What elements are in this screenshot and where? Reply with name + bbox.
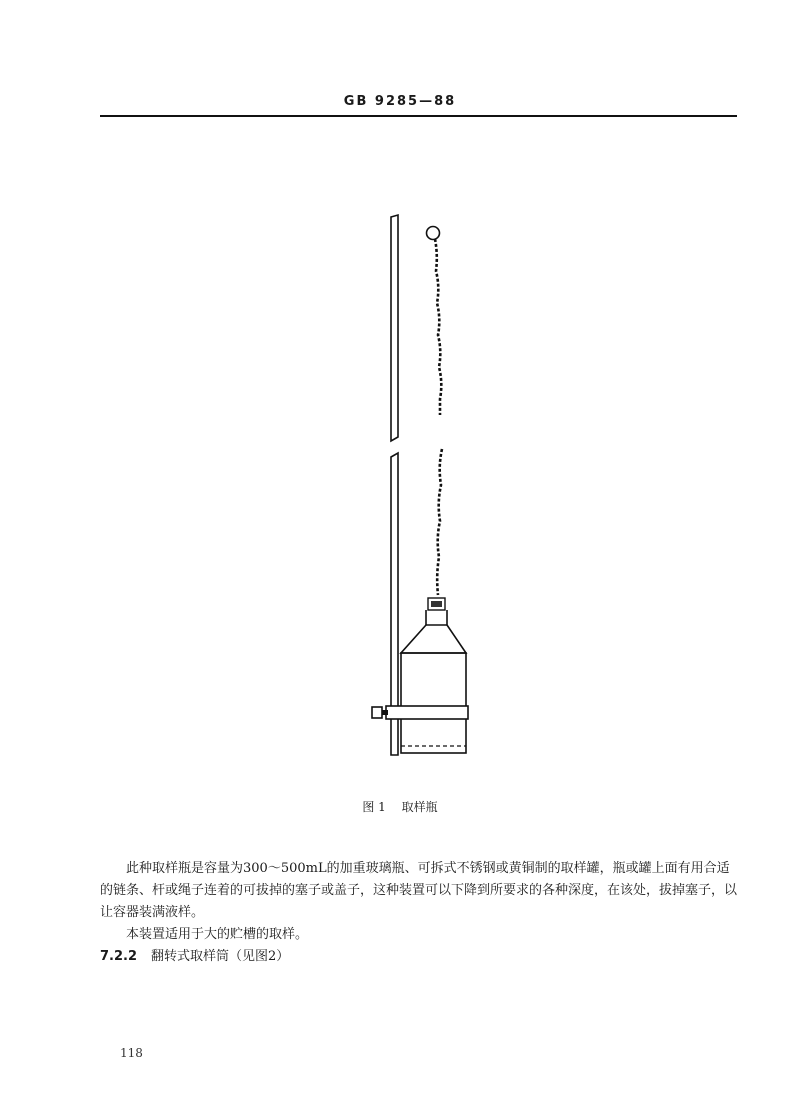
section-heading <box>100 945 289 964</box>
chain-ring <box>427 227 440 240</box>
rod-upper <box>391 215 398 441</box>
header-rule <box>100 115 737 117</box>
page-number: 118 <box>120 1046 143 1060</box>
chain-upper <box>435 239 441 415</box>
body-paragraph-2: 本装置适用于大的贮槽的取样。 <box>126 927 309 942</box>
figure-label: 图 1 <box>362 800 386 814</box>
sampling-bottle-figure <box>360 205 500 775</box>
clamp-band <box>386 706 468 719</box>
body-paragraph-1: 此种取样瓶是容量为300～500mL的加重玻璃瓶、可拆式不锈钢或黄铜制的取样罐，瓶或罐上面有用合适的链条、杆或绳子连着的可拔掉的塞子或盖子，这种装置可以下降到所要求的各种深度，在该处，拔掉塞子，以让容器装满液样。 <box>100 861 738 920</box>
bottle-body <box>401 653 466 753</box>
section-number: 7.2.2 <box>100 949 138 964</box>
bottle-shoulder <box>401 625 466 653</box>
standard-code-header: GB 9285—88 <box>343 94 457 109</box>
figure-caption <box>0 798 800 815</box>
figure-title: 取样瓶 <box>401 800 438 814</box>
section-title: 翻转式取样筒（见图2） <box>151 949 290 964</box>
chain-lower <box>437 449 442 595</box>
bottle-neck <box>426 610 447 625</box>
clamp-screw-icon <box>372 707 382 718</box>
